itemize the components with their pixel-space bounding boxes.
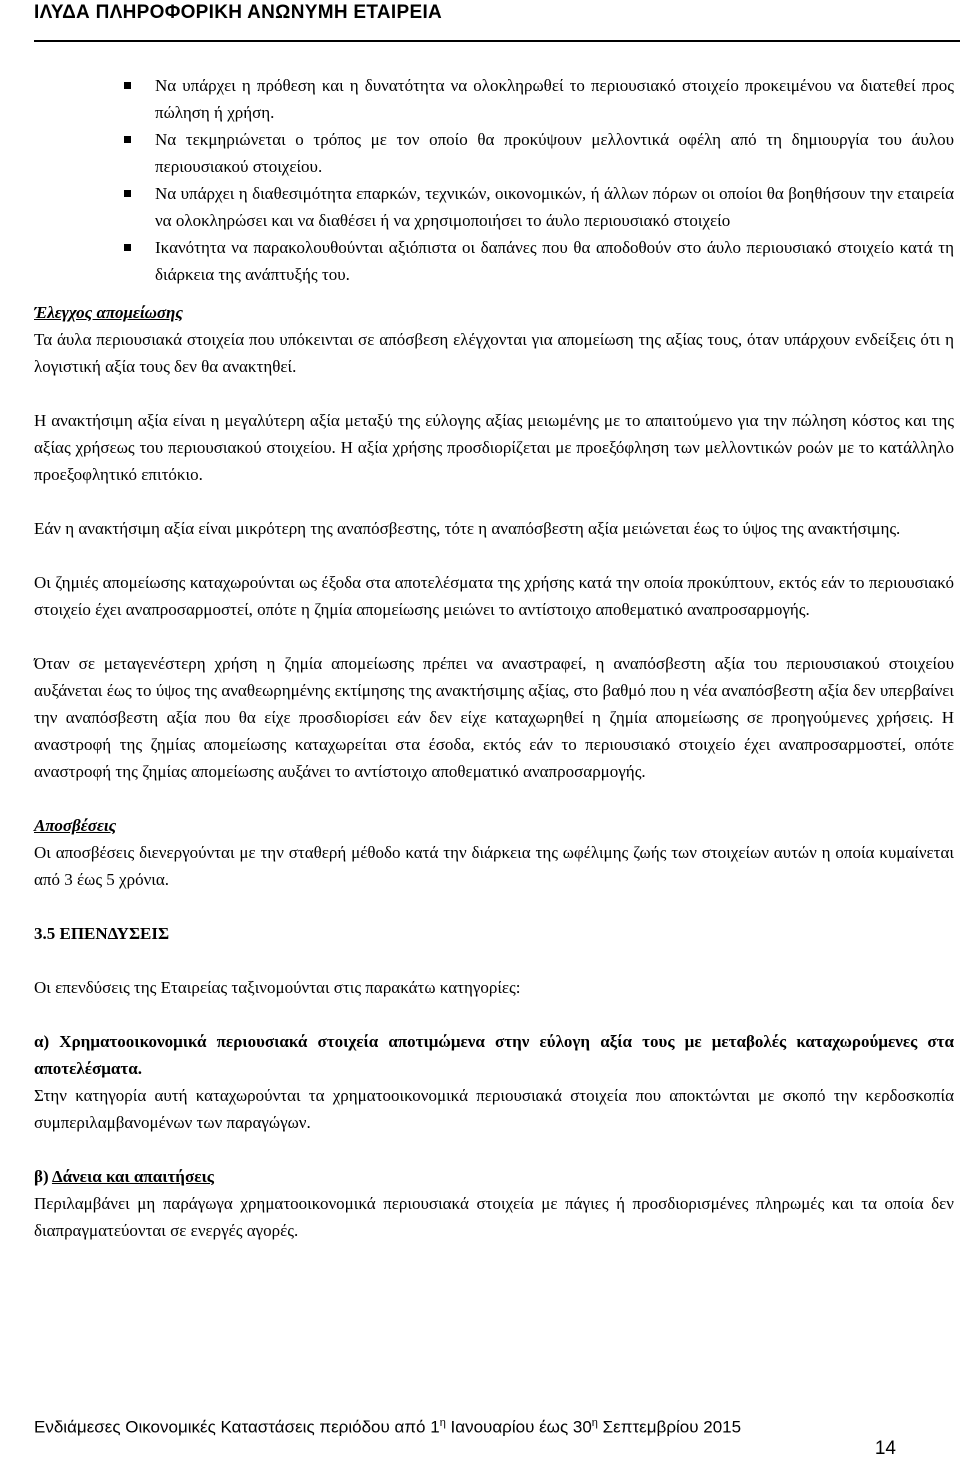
list-item: Να υπάρχει η διαθεσιμότητα επαρκών, τεχνικών, οικονομικών, ή άλλων πόρων οι οποίοι θα βοηθήσουν την εταιρεία να ολοκληρώσει και να διαθέσει ή να χρησιμοποιήσει το άυλο περιουσιακό στοιχείο [34, 180, 954, 234]
criteria-list [34, 72, 954, 288]
depreciation-heading: Αποσβέσεις [34, 816, 117, 835]
section-title [34, 920, 954, 947]
list-item: Να τεκμηριώνεται ο τρόπος με τον οποίο θα προκύψουν μελλοντικά οφέλη από τη δημιουργία του άυλου περιουσιακού στοιχείου. [34, 126, 954, 180]
investments-intro: Οι επενδύσεις της Εταιρείας ταξινομούνται στις παρακάτω κατηγορίες: [34, 978, 521, 997]
impairment-paragraph-3: Εάν η ανακτήσιμη αξία είναι μικρότερη της αναπόσβεστης, τότε η αναπόσβεστη αξία μειώνεται έως το ύψος της ανακτήσιμης. [34, 519, 901, 538]
square-bullet-icon [124, 190, 131, 197]
category-a-heading: α) Χρηματοοικονομικά περιουσιακά στοιχεία αποτιμώμενα στην εύλογη αξία τους με μεταβολές καταχωρούμενες στα αποτελέσματα. [34, 1032, 954, 1078]
section-name: ΕΠΕΝΔΥΣΕΙΣ [59, 924, 170, 943]
page-header [34, 0, 960, 42]
square-bullet-icon [124, 82, 131, 89]
impairment-heading: Έλεγχος απομείωσης [34, 303, 183, 322]
square-bullet-icon [124, 136, 131, 143]
page-footer: Ενδιάμεσες Οικονομικές Καταστάσεις περιόδου από $1^\eta$ Ιανουαρίου έως $30^\eta$ Σεπτεμβρίου 2015 [34, 1417, 742, 1437]
category-a-text: Στην κατηγορία αυτή καταχωρούνται τα χρηματοοικονομικά περιουσιακά στοιχεία που αποκτώνται με σκοπό την κερδοσκοπία συμπεριλαμβανομένων των παραγώγων. [34, 1086, 954, 1132]
square-bullet-icon [124, 244, 131, 251]
category-b-heading: β) Δάνεια και απαιτήσεις [34, 1167, 214, 1186]
depreciation-paragraph: Οι αποσβέσεις διενεργούνται με την σταθερή μέθοδο κατά την διάρκεια της ωφέλιμης ζωής των στοιχείων αυτών η οποία κυμαίνεται από 3 έως 5 χρόνια. [34, 843, 954, 889]
impairment-paragraph-2: Η ανακτήσιμη αξία είναι η μεγαλύτερη αξία μεταξύ της εύλογης αξίας μειωμένης με το απαιτούμενο για την πώληση κόστος και της αξίας χρήσεως του περιουσιακού στοιχείου. Η αξία χρήσης προσδιορίζεται με προεξόφληση των μελλοντικών ροών με το κατάλληλο προεξοφλητικό επιτόκιο. [34, 411, 954, 484]
company-name: ΙΛΥΔΑ ΠΛΗΡΟΦΟΡΙΚΗ ΑΝΩΝΥΜΗ ΕΤΑΙΡΕΙΑ [34, 2, 443, 23]
document-body [34, 72, 954, 1244]
impairment-paragraph-1: Τα άυλα περιουσιακά στοιχεία που υπόκεινται σε απόσβεση ελέγχονται για απομείωση της αξίας τους, όταν υπάρχουν ενδείξεις ότι η λογιστική αξία τους δεν θα ανακτηθεί. [34, 330, 954, 376]
list-item: Να υπάρχει η πρόθεση και η δυνατότητα να ολοκληρωθεί το περιουσιακό στοιχείο προκειμένου να διατεθεί προς πώληση ή χρήση. [34, 72, 954, 126]
section-number: 3.5 [34, 924, 56, 943]
page-number: 14 [874, 1438, 896, 1459]
impairment-paragraph-5: Όταν σε μεταγενέστερη χρήση η ζημία απομείωσης πρέπει να αναστραφεί, η αναπόσβεστη αξία του περιουσιακού στοιχείου αυξάνεται έως το ύψος της αναθεωρημένης εκτίμησης της ανακτήσιμης αξίας, στο βαθμό που η νέα αναπόσβεστη αξία δεν υπερβαίνει την αναπόσβεστη αξία που θα είχε προσδιορίσει εάν δεν είχε καταχωρηθεί η ζημία απομείωσης σε προηγούμενες χρήσεις. Η αναστροφή της ζημίας απομείωσης καταχωρείται στα έσοδα, εκτός εάν το περιουσιακό στοιχείο έχει αναπροσαρμοστεί, οπότε αναστροφή της ζημίας απομείωσης αυξάνει το αντίστοιχο αποθεματικό αναπροσαρμογής. [34, 654, 954, 781]
category-b-text: Περιλαμβάνει μη παράγωγα χρηματοοικονομικά περιουσιακά στοιχεία με πάγιες ή προσδιορισμένες πληρωμές και τα οποία δεν διαπραγματεύονται σε ενεργές αγορές. [34, 1194, 954, 1240]
impairment-paragraph-4: Οι ζημιές απομείωσης καταχωρούνται ως έξοδα στα αποτελέσματα της χρήσης κατά την οποία προκύπτουν, εκτός εάν το περιουσιακό στοιχείο έχει αναπροσαρμοστεί, οπότε η ζημία απομείωσης μειώνει το αντίστοιχο αποθεματικό αναπροσαρμογής. [34, 573, 954, 619]
list-item: Ικανότητα να παρακολουθούνται αξιόπιστα οι δαπάνες που θα αποδοθούν στο άυλο περιουσιακό στοιχείο κατά τη διάρκεια της ανάπτυξής του. [34, 234, 954, 288]
